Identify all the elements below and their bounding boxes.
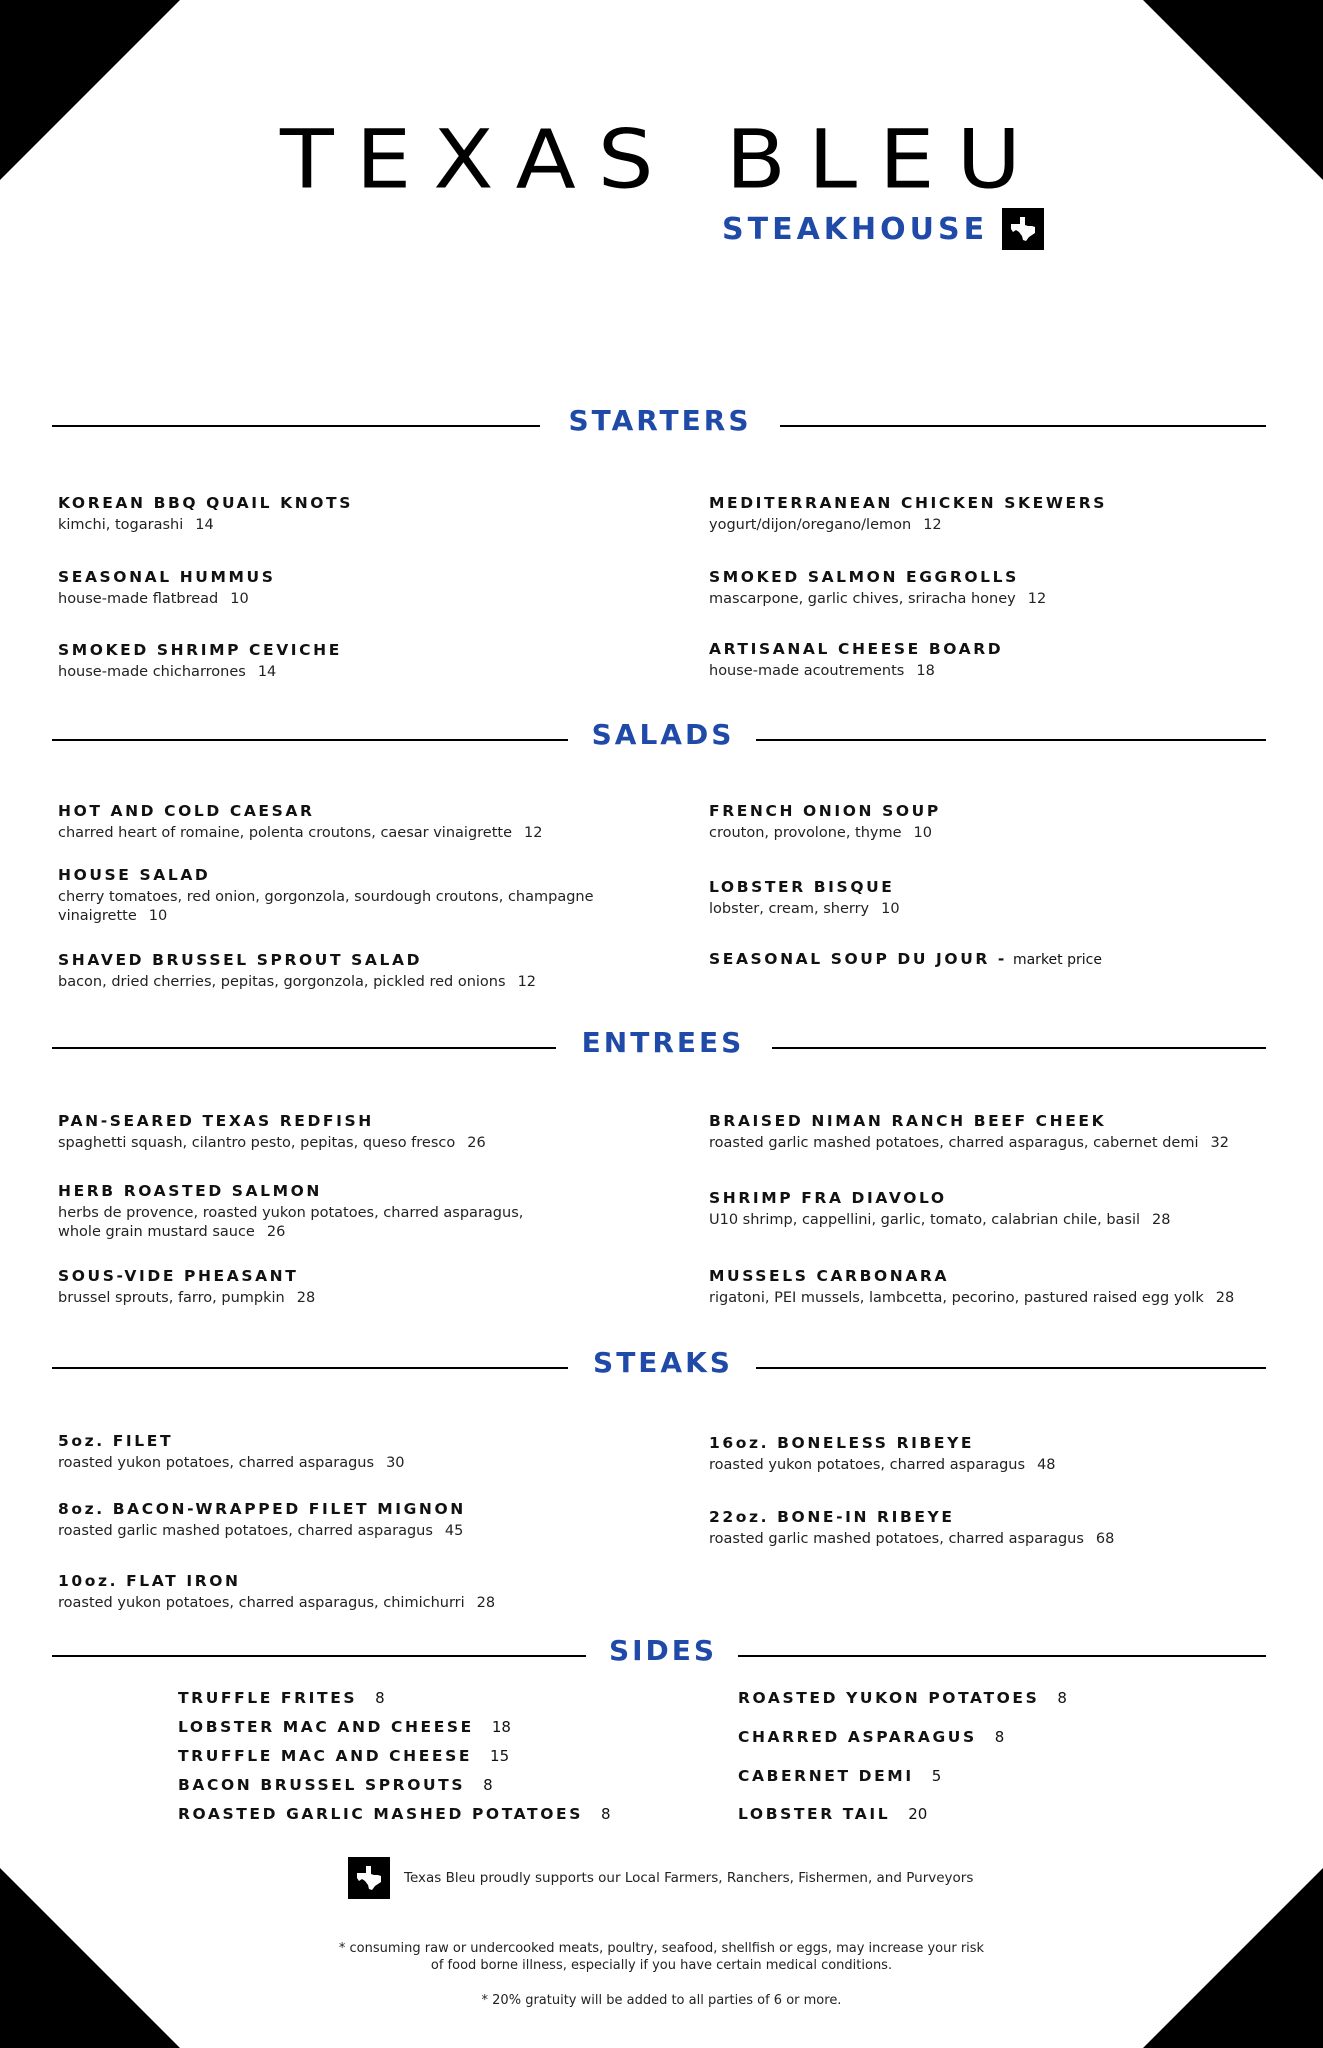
- side-item: [178, 1718, 511, 1736]
- side-item: [178, 1689, 385, 1707]
- menu-item: [58, 1572, 618, 1613]
- menu-item: [58, 951, 618, 992]
- item-desc: U10 shrimp, cappellini, garlic, tomato, calabrian chile, basil: [709, 1212, 1141, 1228]
- item-price: 8: [375, 1689, 385, 1707]
- item-desc: roasted yukon potatoes, charred asparagus, chimichurri: [58, 1595, 465, 1611]
- item-name: BRAISED NIMAN RANCH BEEF CHEEK: [709, 1112, 1107, 1130]
- item-desc: kimchi, togarashi: [58, 517, 184, 533]
- item-name: SHRIMP FRA DIAVOLO: [709, 1189, 947, 1207]
- item-price: 20: [908, 1805, 928, 1823]
- item-desc: crouton, provolone, thyme: [709, 825, 902, 841]
- item-desc: rigatoni, PEI mussels, lambcetta, pecorino, pastured raised egg yolk: [709, 1290, 1204, 1306]
- item-price: 28: [1215, 1290, 1235, 1306]
- item-price: 8: [600, 1805, 611, 1823]
- section-header: [52, 718, 1266, 754]
- item-desc: cherry tomatoes, red onion, gorgonzola, sourdough croutons, champagne vinaigrette: [58, 889, 594, 924]
- item-name: ROASTED GARLIC MASHED POTATOES: [178, 1805, 583, 1823]
- item-price: 12: [1027, 591, 1047, 607]
- item-name: SEASONAL HUMMUS: [58, 568, 276, 586]
- item-name: SOUS-VIDE PHEASANT: [58, 1267, 299, 1285]
- section-steaks: [52, 1346, 1266, 1611]
- item-desc: spaghetti squash, cilantro pesto, pepitas, queso fresco: [58, 1135, 456, 1151]
- item-desc: roasted yukon potatoes, charred asparagus: [709, 1457, 1026, 1473]
- texas-icon: [1002, 208, 1044, 250]
- menu-item: [58, 568, 618, 609]
- item-price: 8: [994, 1728, 1005, 1746]
- menu-item: [58, 1267, 618, 1308]
- item-desc: herbs de provence, roasted yukon potatoes, charred asparagus, whole grain mustard sauce: [58, 1205, 524, 1240]
- menu-item: [709, 494, 1269, 535]
- menu-item: [58, 641, 618, 682]
- subtitle-text: STEAKHOUSE: [722, 211, 989, 247]
- item-name: 22oz. BONE-IN RIBEYE: [709, 1508, 955, 1526]
- item-name: LOBSTER BISQUE: [709, 878, 895, 896]
- item-desc: mascarpone, garlic chives, sriracha honey: [709, 591, 1016, 607]
- divider-line: [756, 1367, 1266, 1369]
- item-desc: lobster, cream, sherry: [709, 901, 870, 917]
- divider-line: [780, 425, 1266, 427]
- item-price: 32: [1210, 1135, 1229, 1151]
- section-salads: [52, 718, 1266, 990]
- item-price: 10: [230, 591, 249, 607]
- item-name: HOT AND COLD CAESAR: [58, 802, 315, 820]
- item-price: 68: [1095, 1531, 1115, 1547]
- warning-line-1: * consuming raw or undercooked meats, poultry, seafood, shellfish or eggs, may increase your risk: [338, 1941, 985, 1956]
- side-item: [178, 1776, 493, 1794]
- supports-local-banner: [348, 1857, 973, 1899]
- side-item: [738, 1767, 941, 1785]
- item-price: 30: [386, 1455, 405, 1471]
- item-price: 26: [266, 1224, 286, 1240]
- item-name: SHAVED BRUSSEL SPROUT SALAD: [58, 951, 423, 969]
- menu-item: [709, 640, 1269, 681]
- item-price: 10: [881, 901, 900, 917]
- side-item: [738, 1689, 1067, 1707]
- menu-item: [709, 802, 1269, 843]
- divider-line: [52, 425, 540, 427]
- item-name: ARTISANAL CHEESE BOARD: [709, 640, 1004, 658]
- item-desc: bacon, dried cherries, pepitas, gorgonzola, pickled red onions: [58, 974, 506, 990]
- item-price: 28: [296, 1290, 316, 1306]
- item-price: 10: [913, 825, 932, 841]
- item-desc: house-made chicharrones: [58, 664, 246, 680]
- item-name: 10oz. FLAT IRON: [58, 1572, 241, 1590]
- item-name: TRUFFLE MAC AND CHEESE: [178, 1747, 473, 1765]
- divider-line: [52, 1367, 568, 1369]
- item-desc: charred heart of romaine, polenta croutons, caesar vinaigrette: [58, 825, 513, 841]
- side-item: [738, 1805, 927, 1823]
- item-name: TRUFFLE FRITES: [178, 1689, 358, 1707]
- menu-item: [58, 866, 598, 926]
- section-header: [52, 404, 1266, 440]
- section-title: ENTREES: [566, 1026, 761, 1059]
- menu-item: [709, 1112, 1289, 1153]
- section-title: STEAKS: [577, 1346, 749, 1379]
- item-price: 12: [517, 974, 537, 990]
- section-sides: [52, 1634, 1266, 1670]
- menu-item: [709, 568, 1269, 609]
- item-name: CABERNET DEMI: [738, 1767, 914, 1785]
- item-price: 8: [1057, 1689, 1067, 1707]
- divider-line: [52, 739, 568, 741]
- item-desc: house-made acoutrements: [709, 663, 905, 679]
- item-name: 5oz. FILET: [58, 1432, 174, 1450]
- item-name: MUSSELS CARBONARA: [709, 1267, 950, 1285]
- item-price: 12: [923, 517, 942, 533]
- side-item: [178, 1747, 509, 1765]
- restaurant-subtitle: [722, 208, 1044, 250]
- item-name: SEASONAL SOUP DU JOUR -: [709, 950, 1007, 968]
- item-name: KOREAN BBQ QUAIL KNOTS: [58, 494, 353, 512]
- menu-item: [709, 878, 1269, 919]
- menu-item: [709, 1267, 1289, 1308]
- item-name: 8oz. BACON-WRAPPED FILET MIGNON: [58, 1500, 466, 1518]
- menu-item: [58, 1112, 618, 1153]
- side-item: [178, 1805, 611, 1823]
- item-price: 28: [476, 1595, 496, 1611]
- item-market-price: market price: [1012, 952, 1102, 968]
- section-starters: [52, 404, 1266, 680]
- menu-item: [709, 1434, 1269, 1475]
- divider-line: [756, 739, 1266, 741]
- item-price: 28: [1152, 1212, 1171, 1228]
- divider-line: [52, 1655, 586, 1657]
- warning-line-2: of food borne illness, especially if you have certain medical conditions.: [430, 1958, 893, 1973]
- menu-item: [58, 1432, 618, 1473]
- item-name: ROASTED YUKON POTATOES: [738, 1689, 1040, 1707]
- menu-item: [709, 950, 1269, 968]
- section-title: SALADS: [576, 718, 751, 751]
- item-price: 18: [916, 663, 935, 679]
- item-name: SMOKED SALMON EGGROLLS: [709, 568, 1019, 586]
- item-price: 45: [444, 1523, 464, 1539]
- menu-item: [58, 1182, 528, 1242]
- item-desc: brussel sprouts, farro, pumpkin: [58, 1290, 285, 1306]
- side-item: [738, 1728, 1004, 1746]
- item-name: BACON BRUSSEL SPROUTS: [178, 1776, 466, 1794]
- support-text: Texas Bleu proudly supports our Local Farmers, Ranchers, Fishermen, and Purveyors: [404, 1870, 974, 1886]
- item-desc: roasted garlic mashed potatoes, charred asparagus, cabernet demi: [709, 1135, 1199, 1151]
- item-price: 18: [491, 1718, 511, 1736]
- section-entrees: [52, 1026, 1266, 1306]
- item-price: 10: [148, 908, 168, 924]
- item-name: SMOKED SHRIMP CEVICHE: [58, 641, 342, 659]
- item-name: HERB ROASTED SALMON: [58, 1182, 322, 1200]
- item-desc: roasted garlic mashed potatoes, charred asparagus: [709, 1531, 1084, 1547]
- item-name: 16oz. BONELESS RIBEYE: [709, 1434, 975, 1452]
- item-name: FRENCH ONION SOUP: [709, 802, 941, 820]
- item-name: LOBSTER MAC AND CHEESE: [178, 1718, 474, 1736]
- divider-line: [738, 1655, 1266, 1657]
- item-name: HOUSE SALAD: [58, 866, 211, 884]
- item-desc: roasted yukon potatoes, charred asparagus: [58, 1455, 375, 1471]
- item-price: 15: [490, 1747, 510, 1765]
- divider-line: [772, 1047, 1266, 1049]
- texas-icon: [348, 1857, 390, 1899]
- item-price: 26: [467, 1135, 486, 1151]
- item-name: MEDITERRANEAN CHICKEN SKEWERS: [709, 494, 1108, 512]
- item-desc: house-made flatbread: [58, 591, 219, 607]
- item-price: 12: [524, 825, 543, 841]
- restaurant-name: TEXAS BLEU: [279, 112, 1044, 207]
- section-header: [52, 1346, 1266, 1382]
- health-warning: [0, 1940, 1323, 1974]
- menu-item: [58, 802, 618, 843]
- menu-item: [58, 494, 618, 535]
- item-price: 48: [1037, 1457, 1056, 1473]
- section-title: SIDES: [593, 1634, 733, 1667]
- item-price: 5: [931, 1767, 942, 1785]
- item-desc: yogurt/dijon/oregano/lemon: [709, 517, 912, 533]
- section-header: [52, 1026, 1266, 1062]
- item-name: LOBSTER TAIL: [738, 1805, 891, 1823]
- menu-item: [58, 1500, 618, 1541]
- menu-item: [709, 1508, 1269, 1549]
- item-desc: roasted garlic mashed potatoes, charred asparagus: [58, 1523, 433, 1539]
- item-name: PAN-SEARED TEXAS REDFISH: [58, 1112, 374, 1130]
- section-title: STARTERS: [552, 404, 767, 437]
- item-price: 14: [257, 664, 277, 680]
- item-name: CHARRED ASPARAGUS: [738, 1728, 977, 1746]
- item-price: 14: [195, 517, 214, 533]
- gratuity-note: * 20% gratuity will be added to all parties of 6 or more.: [481, 1993, 842, 2008]
- divider-line: [52, 1047, 556, 1049]
- item-price: 8: [483, 1776, 493, 1794]
- section-header: [52, 1634, 1266, 1670]
- menu-item: [709, 1189, 1289, 1230]
